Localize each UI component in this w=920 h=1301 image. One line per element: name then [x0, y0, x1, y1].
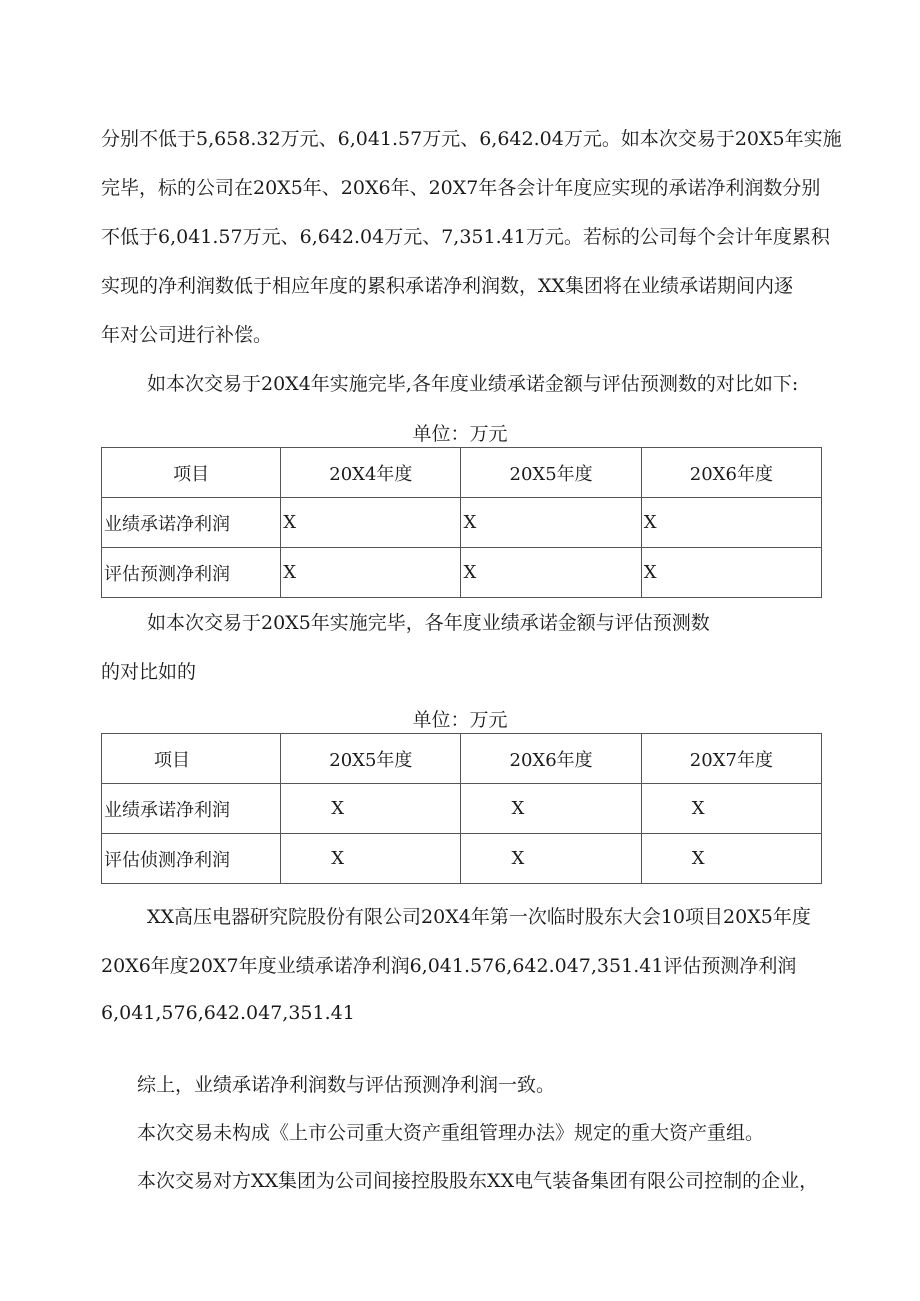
table-header-cell: 20X6年度 [641, 448, 821, 498]
table-cell: X [641, 498, 821, 548]
table-header-cell: 20X4年度 [281, 448, 461, 498]
table1 [101, 447, 822, 598]
table-cell: X [281, 784, 461, 834]
table1-unit-label: 单位：万元 [412, 423, 508, 445]
table-header-cell: 20X7年度 [641, 734, 821, 784]
table-header-cell: 20X6年度 [461, 734, 641, 784]
table-header-cell: 20X5年度 [461, 448, 641, 498]
table-header-cell: 20X5年度 [281, 734, 461, 784]
table-row-label: 业绩承诺净利润 [102, 498, 281, 548]
table-header-row [102, 448, 822, 498]
paragraph-line: 不低于6,041.57万元、6,642.04万元、7,351.41万元。若标的公司每个会计年度累积 [101, 226, 830, 248]
table-row-label: 业绩承诺净利润 [102, 784, 281, 834]
table-cell: X [461, 498, 641, 548]
paragraph-conclusion: 综上，业绩承诺净利润数与评估预测净利润一致。 [137, 1074, 556, 1096]
table-row-label: 评估侦测净利润 [102, 834, 281, 884]
paragraph-intro-table2-cont: 的对比如的 [101, 661, 197, 683]
table-cell: X [281, 548, 461, 598]
paragraph-regulation: 本次交易未构成《上市公司重大资产重组管理办法》规定的重大资产重组。 [137, 1122, 765, 1144]
table-row [102, 548, 822, 598]
paragraph-line: 完毕，标的公司在20X5年、20X6年、20X7年各会计年度应实现的承诺净利润数分别 [101, 177, 821, 199]
table-header-cell: 项目 [102, 734, 281, 784]
paragraph-intro-table1: 如本次交易于20X4年实施完毕,各年度业绩承诺金额与评估预测数的对比如下: [147, 373, 799, 395]
table-cell: X [641, 834, 821, 884]
table-cell: X [461, 834, 641, 884]
table-header-row [102, 734, 822, 784]
table-header-cell: 项目 [102, 448, 281, 498]
paragraph-line: 分别不低于5,658.32万元、6,041.57万元、6,642.04万元。如本次交易于20X5年实施 [101, 128, 842, 150]
table-cell: X [641, 784, 821, 834]
paragraph-line: XX高压电器研究院股份有限公司20X4年第一次临时股东大会10项目20X5年度 [147, 906, 811, 928]
paragraph-intro-table2: 如本次交易于20X5年实施完毕，各年度业绩承诺金额与评估预测数 [147, 612, 710, 634]
table-row [102, 498, 822, 548]
table2 [101, 733, 822, 884]
table-row [102, 784, 822, 834]
table-cell: X [461, 784, 641, 834]
table-row [102, 834, 822, 884]
table2-unit-label: 单位：万元 [412, 709, 508, 731]
table-cell: X [281, 498, 461, 548]
paragraph-line: 实现的净利润数低于相应年度的累积承诺净利润数，XX集团将在业绩承诺期间内逐 [101, 275, 794, 297]
paragraph-line: 20X6年度20X7年度业绩承诺净利润6,041.576,642.047,351.41评估预测净利润 [101, 955, 797, 977]
table-row-label: 评估预测净利润 [102, 548, 281, 598]
table-cell: X [281, 834, 461, 884]
paragraph-counterparty: 本次交易对方XX集团为公司间接控股股东XX电气装备集团有限公司控制的企业， [137, 1170, 819, 1192]
table-cell: X [641, 548, 821, 598]
paragraph-line: 6,041,576,642.047,351.41 [101, 1002, 355, 1024]
table-cell: X [461, 548, 641, 598]
paragraph-line: 年对公司进行补偿。 [101, 324, 273, 346]
